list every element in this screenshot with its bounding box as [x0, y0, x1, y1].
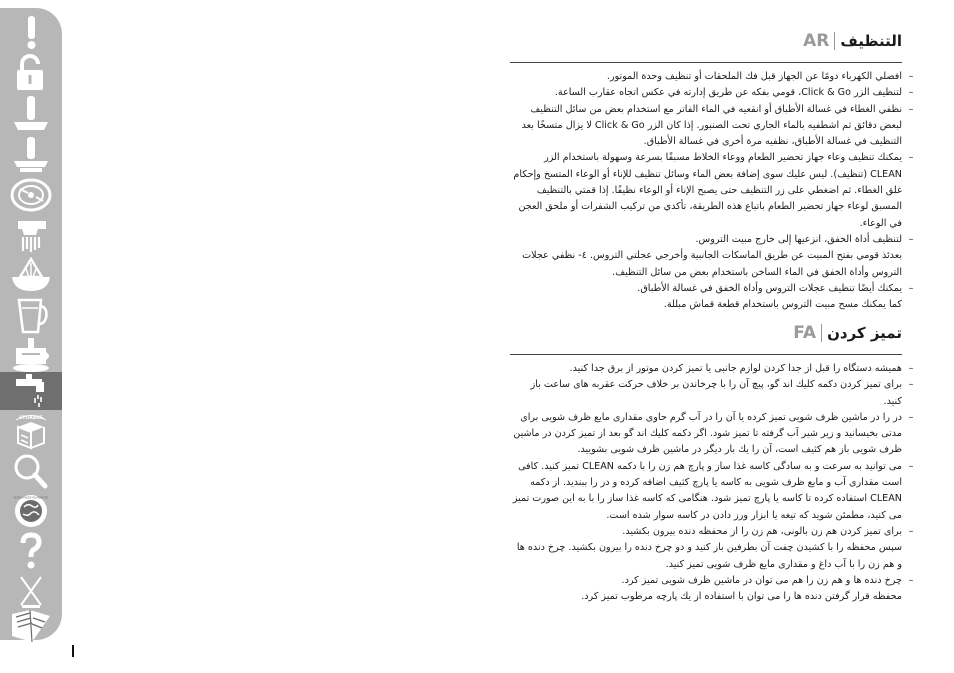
heading-rule: [510, 354, 902, 355]
cleaning-tap-icon: [8, 373, 54, 409]
list-item: – برای تمیز کردن دکمه کلیك اند گو، پیچ آن را با چرخاندن بر خلاف حرکت عقربه های ساعت باز کنید.: [530, 379, 914, 407]
warning-icon: [8, 15, 54, 51]
section-title: تمیز کردن: [827, 324, 902, 342]
tab-cleaning[interactable]: [0, 372, 62, 410]
tab-questions[interactable]: [6, 533, 56, 571]
tab-safety[interactable]: [6, 14, 56, 52]
jug-icon: [8, 298, 54, 334]
mincer-icon: [8, 217, 54, 253]
list-item: – يمكنك تنظيف وعاء جهاز تحضير الطعام ووعاء الخلاط مسبقًا بسرعة وسهولة باستخدام الزر CLEAN (تنظيف). ليس عليك سوى إضافة بعض الماء وسائل تنظيف للإناء أو الوعاء المتسخ وإحكام غلق الغطاء. ثم اضغطي على زر التنظيف حتى يصبح الإناء أو الوعاء نظيفًا. إذا قمتي بالتنظيف المسبق لوعاء جهاز تحضير الطعام باتباع هذه الطريقة، تأكدي من تركيب الشفرات أو ملحق العجن في الوعاء.: [513, 152, 914, 229]
list-item: – يمكنك أيضًا تنظيف عجلات التروس وأداة الخفق في غسالة الأطباق.: [637, 282, 914, 294]
question-icon: [8, 534, 54, 570]
tab-blender[interactable]: [6, 95, 56, 133]
list-item: – همیشه دستگاه را قبل از جدا کردن لوازم جانبی یا تمیز کردن موتور از برق جدا کنید.: [569, 363, 914, 374]
tab-jug[interactable]: [6, 297, 56, 335]
list-item: سپس محفظه را با کشیدن چفت آن بطرفین باز کنید و دو چرخ دنده را بیرون بکشید. چرخ دنده ها و هم زن را با آب داغ و مقداری مایع ظرف شویی تمیز کنید.: [516, 542, 902, 570]
page-marker: [72, 645, 74, 657]
tab-assembly[interactable]: [6, 54, 56, 92]
language-code: FA: [793, 323, 817, 343]
guarantee-icon: [8, 493, 54, 529]
list-item: – نظفي الغطاء في غسالة الأطباق أو انقعيه في الماء الفاتر مع استخدام بعض من سائل التنظيف لبعض دقائق ثم اشطفيه بالماء الجاري تحت الصنبور. إذا كان الزر Click & Go لا يزال متسخًا بعد التنظيف في غسالة الأطباق، نظفيه مرة أخرى في غسالة الأطباق.: [521, 103, 914, 148]
blender-icon: [8, 96, 54, 132]
list-item: – لتنظيف أداة الخفق، انزعيها إلى خارج مبيت التروس.: [695, 233, 914, 245]
tab-guarantee[interactable]: [6, 492, 56, 530]
section-persian-cleaning: [510, 320, 914, 605]
heading-divider: [821, 324, 822, 342]
list-item: – می توانید به سرعت و به سادگی کاسه غذا ساز و پارچ هم زن را با دکمه CLEAN تمیز کنید. کافی است مقداری آب و مایع ظرف شویی به کاسه یا پارچ کثیف اضافه کرده و در را ببندید. از دکمه CLEAN استفاده کرده تا کاسه یا پارچ تمیز شود. هنگامی که کاسه غذا ساز را با به این صورت تمیز می کنید، مطمئن شوید که تیغه یا ابزار ورز دادن در کاسه سوار شده است.: [512, 460, 914, 521]
list-item: – لتنظيف الزر Click & Go، قومي بفكه عن طريق إدارته في عكس اتجاه عقارب الساعة.: [554, 87, 914, 99]
tab-grater[interactable]: [6, 216, 56, 254]
food-processor-icon: [8, 338, 54, 374]
instruction-list: [510, 361, 914, 605]
heading-rule: [510, 62, 902, 63]
list-item: محفظه قرار گرفتن دنده ها را می توان با استفاده از یك پارچه مرطوب تمیز کرد.: [581, 591, 902, 603]
section-arabic-cleaning: [510, 28, 914, 313]
magnifier-icon: [8, 453, 54, 489]
unlock-icon: [8, 55, 54, 91]
disc-icon: [8, 177, 54, 213]
tab-troubleshooting[interactable]: [6, 452, 56, 490]
section-heading: [510, 28, 902, 54]
storage-icon: [8, 413, 54, 449]
list-item: – چرخ دنده ها و هم زن را هم می توان در ماشین ظرف شویی تمیز کرد.: [621, 574, 914, 586]
tab-citrus-press[interactable]: [6, 256, 56, 294]
list-item: بعدئذ قومي بفتح المبيت عن طريق الماسكات الجانبية وأخرجي عجلتي التروس. ٤- نظفي عجلات التروس وأداة الخفق في الماء الساخن باستخدام بعض من سائل التنظيف.: [522, 250, 902, 278]
list-item: – برای تمیز کردن هم زن بالونی، هم زن را از محفظه دنده بیرون بکشید.: [622, 525, 914, 537]
language-code: AR: [803, 31, 830, 51]
instruction-list: [510, 69, 914, 313]
guarantee-label: WORLD-WIDE GUARANTEE: [13, 496, 49, 500]
list-item: – افصلي الكهرباء دومًا عن الجهاز قبل فك الملحقات أو تنظيف وحدة الموتور.: [606, 71, 914, 82]
heading-divider: [834, 32, 835, 50]
list-item: – در را در ماشین ظرف شویی تمیز کرده یا آن را در آب گرم حاوی مقداری مایع ظرف شویی برای مدتی بخیسانید و زیر شیر آب گرفته تا تمیز شود. اگر دکمه کلیك اند گو بعد از تمیز کردن در ماشین ظرف شویی باز هم کثیف است، آن را یك بار دیگر در ماشین ظرف شویی بشویید.: [513, 411, 914, 456]
section-title: التنظيف: [840, 32, 902, 50]
book-icon: [8, 608, 54, 644]
tab-disposal[interactable]: [6, 572, 56, 610]
storage-label: STORAGE: [19, 416, 43, 421]
tab-slicing-disc[interactable]: [6, 176, 56, 214]
tab-storage[interactable]: [6, 412, 56, 450]
disposal-icon: [8, 573, 54, 609]
hand-blender-icon: [8, 137, 54, 173]
citrus-press-icon: [8, 257, 54, 293]
tab-manual[interactable]: [6, 607, 56, 645]
section-tab-bar: [0, 8, 62, 640]
list-item: كما يمكنك مسح مبيت التروس باستخدام قطعة قماش مبللة.: [663, 299, 902, 311]
tab-food-processor[interactable]: [6, 337, 56, 375]
tab-hand-blender[interactable]: [6, 136, 56, 174]
section-heading: [510, 320, 902, 346]
